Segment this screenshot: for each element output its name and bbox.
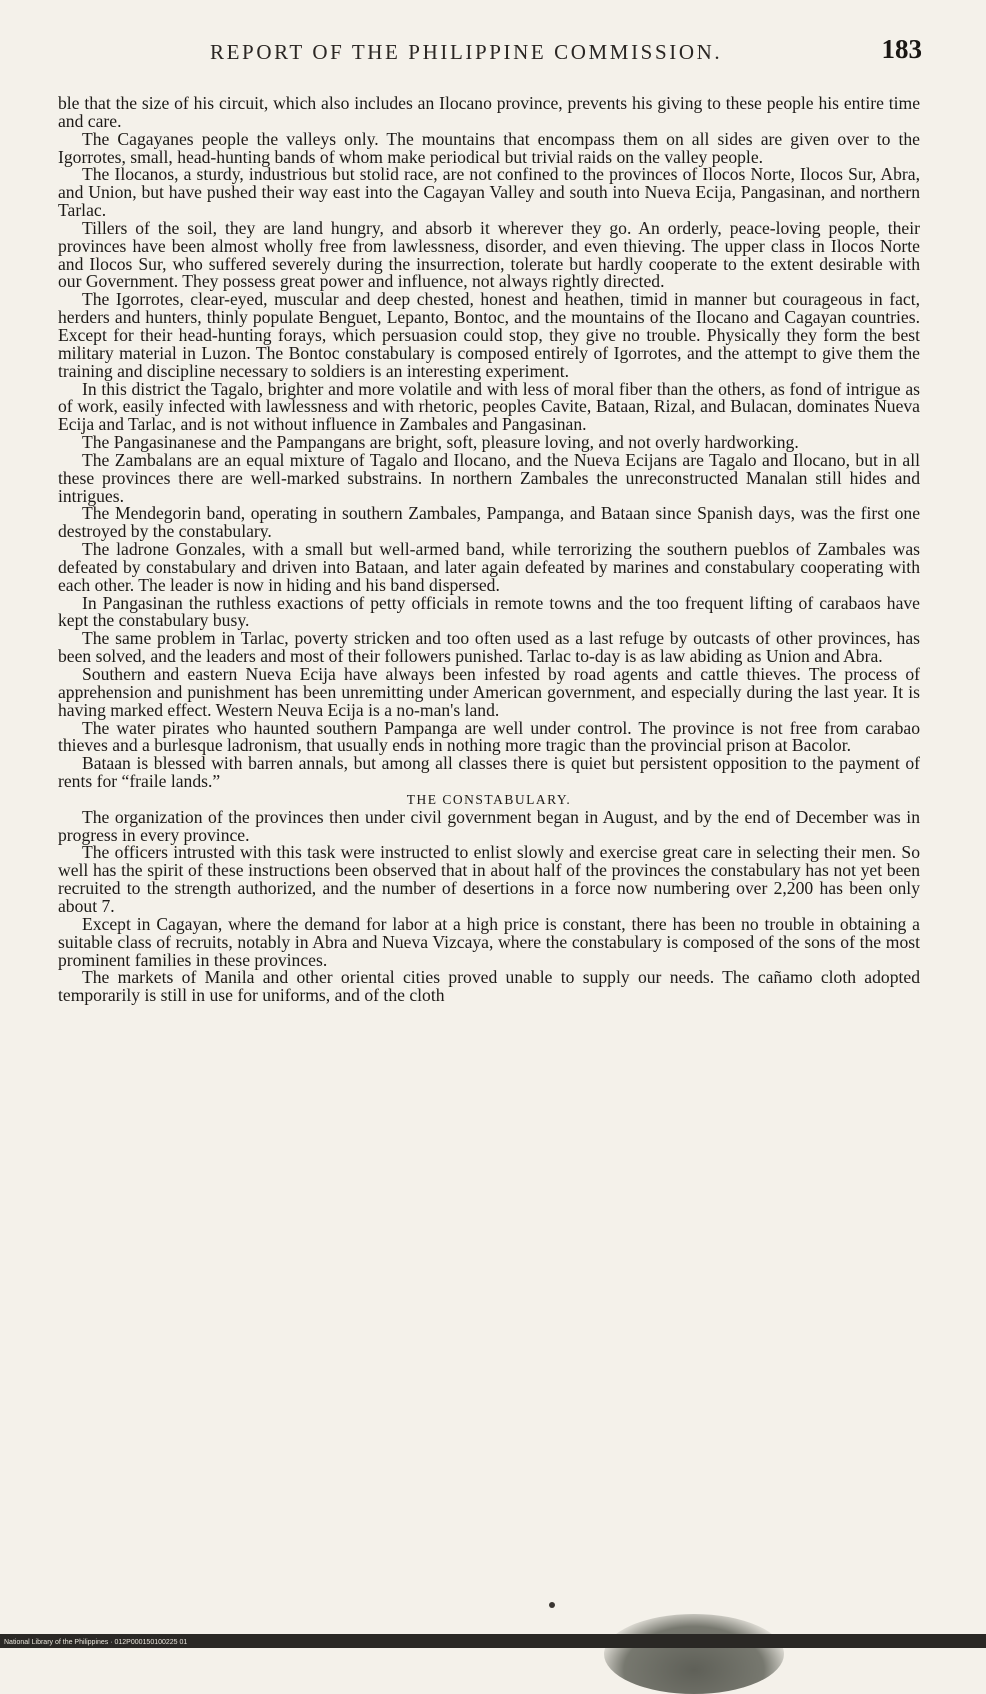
paragraph: The Zambalans are an equal mixture of Tagalo and Ilocano, and the Nueva Ecijans are Tagalo and Ilocano, but in all these provinces there are well-marked substrains. In northern Zambales the unreconstructed Manalan still hides and intrigues. bbox=[58, 449, 920, 506]
paragraph: The same problem in Tarlac, poverty stricken and too often used as a last refuge by outcasts of other provinces, has been solved, and the leaders and most of their followers punished. Tarlac to-day is as law abiding as Union and Abra. bbox=[58, 628, 920, 667]
running-head: REPORT OF THE PHILIPPINE COMMISSION. bbox=[210, 40, 723, 64]
paragraph: The water pirates who haunted southern Pampanga are well under control. The province is not free from carabao thieves and a burlesque ladronism, that usually ends in nothing more tragic than the provincial prison at Bacolor. bbox=[58, 717, 920, 756]
page-speck bbox=[549, 1602, 555, 1608]
page-number: 183 bbox=[881, 34, 922, 64]
paragraph: Except in Cagayan, where the demand for labor at a high price is constant, there has been no trouble in obtaining a suitable class of recruits, notably in Abra and Nueva Vizcaya, where the constabulary is composed of the sons of the most prominent families in these provinces. bbox=[58, 913, 920, 970]
paragraph: The Pangasinanese and the Pampangans are bright, soft, pleasure loving, and not overly hardworking. bbox=[82, 432, 799, 453]
scan-footer bbox=[0, 1634, 986, 1648]
paragraph: The Igorrotes, clear-eyed, muscular and deep chested, honest and heathen, timid in manner but courageous in fact, herders and hunters, thinly populate Benguet, Lepanto, Bontoc, and the mountains of the Ilocano and Cagayan countries. Except for their head-hunting forays, which persuasion could stop, they give no trouble. Physically they form the best military material in Luzon. The Bontoc constabulary is composed entirely of Igorrotes, and the attempt to give them the training and discipline necessary to soldiers is an interesting experiment. bbox=[58, 289, 920, 381]
paragraph: In Pangasinan the ruthless exactions of petty officials in remote towns and the too frequent lifting of carabaos have kept the constabulary busy. bbox=[58, 592, 920, 631]
section-heading: THE CONSTABULARY. bbox=[406, 791, 572, 807]
scan-credit: National Library of the Philippines · 012P000150100225 01 bbox=[4, 1639, 188, 1646]
page-header bbox=[100, 34, 922, 74]
body-text bbox=[58, 95, 920, 1005]
scan-shadow bbox=[604, 1614, 784, 1694]
paragraph: The organization of the provinces then under civil government began in August, and by the end of December was in progress in every province. bbox=[58, 806, 920, 845]
paragraph: The markets of Manila and other oriental cities proved unable to supply our needs. The cañamo cloth adopted temporarily is still in use for uniforms, and of the cloth bbox=[58, 967, 920, 1006]
paragraph: The ladrone Gonzales, with a small but well-armed band, while terrorizing the southern pueblos of Zambales was defeated by constabulary and driven into Bataan, and later again defeated by marines and constabulary cooperating with each other. The leader is now in hiding and his band dispersed. bbox=[58, 539, 920, 595]
paragraph: Southern and eastern Nueva Ecija have always been infested by road agents and cattle thieves. The process of apprehension and punishment has been unremitting under American government, and especially during the last year. It is having marked effect. Western Neuva Ecija is a no-man's land. bbox=[58, 664, 920, 720]
paragraph: The Ilocanos, a sturdy, industrious but stolid race, are not confined to the provinces of Ilocos Norte, Ilocos Sur, Abra, and Union, but have pushed their way east into the Cagayan Valley and south into Nueva Ecija, Pangasinan, and northern Tarlac. bbox=[58, 164, 920, 221]
paragraph: The Cagayanes people the valleys only. The mountains that encompass them on all sides are given over to the Igorrotes, small, head-hunting bands of whom make periodical but trivial raids on the valley people. bbox=[58, 128, 920, 167]
paragraph: Tillers of the soil, they are land hungry, and absorb it wherever they go. An orderly, peace-loving people, their provinces have been almost wholly free from lawlessness, disorder, and even thieving. The upper class in Ilocos Norte and Ilocos Sur, who suffered severely during the insurrection, tolerate but hardly cooperate to the extent desirable with our Government. They possess great power and influence, not always rightly directed. bbox=[58, 217, 920, 292]
paragraph: In this district the Tagalo, brighter and more volatile and with less of moral fiber than the others, as fond of intrigue as of work, easily infected with lawlessness and with rhetoric, peoples Cavite, Bataan, Rizal, and Bulacan, dominates Nueva Ecija and Tarlac, and is not without influence in Zambales and Pangasinan. bbox=[58, 378, 920, 435]
paragraph: Bataan is blessed with barren annals, but among all classes there is quiet but persistent opposition to the payment of rents for “fraile lands.” bbox=[58, 753, 920, 792]
paragraph: The Mendegorin band, operating in southern Zambales, Pampanga, and Bataan since Spanish days, was the first one destroyed by the constabulary. bbox=[58, 503, 920, 542]
paragraph: The officers intrusted with this task were instructed to enlist slowly and exercise great care in selecting their men. So well has the spirit of these instructions been observed that in about half of the provinces the constabulary has not yet been recruited to the strength authorized, and the number of desertions in a force now numbering over 2,200 has been only about 7. bbox=[58, 842, 920, 916]
paragraph: ble that the size of his circuit, which also includes an Ilocano province, prevents his giving to these people his entire time and care. bbox=[58, 93, 920, 131]
